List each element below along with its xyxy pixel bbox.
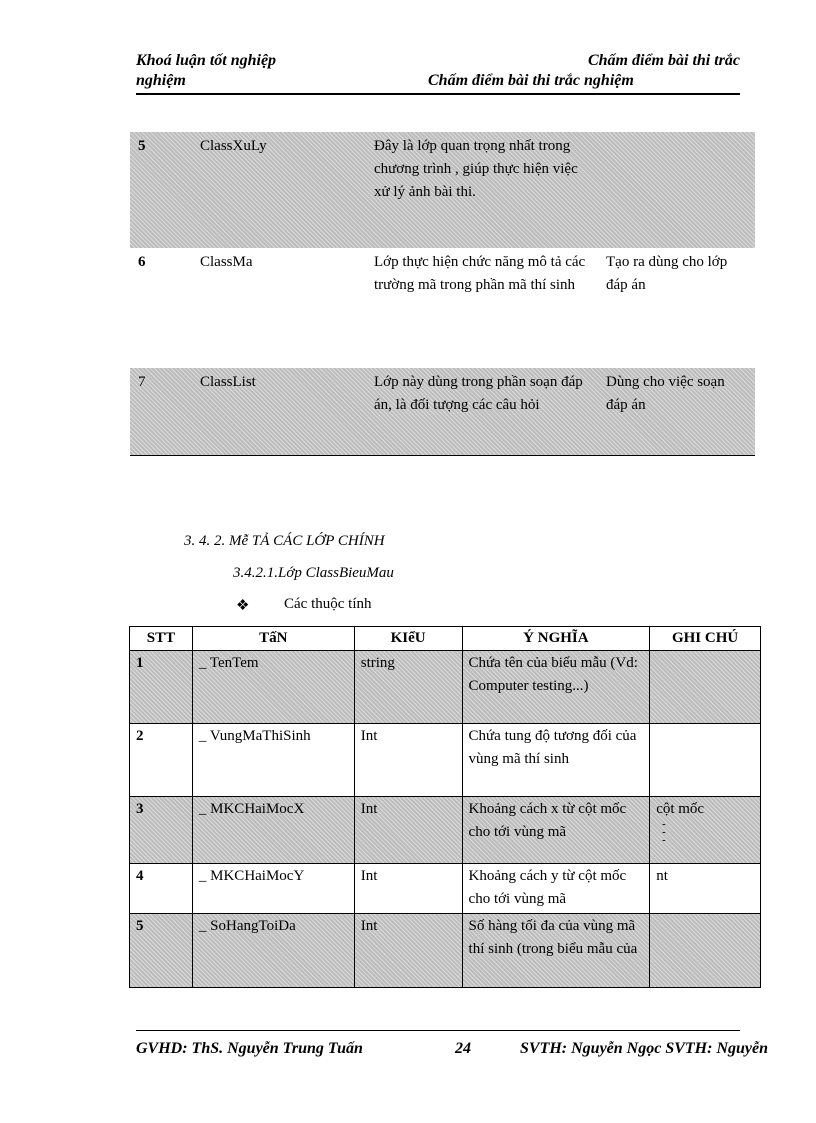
cell-stt: 2 — [130, 724, 193, 797]
cell-ten: _ TenTem — [192, 651, 354, 724]
cell-ten: _ SoHangToiDa — [192, 914, 354, 988]
cell-ghi-chu — [650, 724, 761, 797]
cell-kieu: Int — [354, 864, 462, 914]
class-note: Tạo ra dùng cho lớp đáp án — [606, 254, 728, 293]
table-row — [130, 651, 761, 724]
table-row — [130, 914, 761, 988]
cell-kieu: string — [354, 651, 462, 724]
table-row — [130, 797, 761, 864]
header-right-line2: Chấm điểm bài thi trắc nghiệm — [428, 72, 634, 89]
cell-y-nghia: Chứa tung độ tương đối của vùng mã thí sinh — [462, 724, 650, 797]
cell-y-nghia: Chứa tên của biểu mẫu (Vd: Computer testing...) — [462, 651, 650, 724]
page-number: 24 — [455, 1040, 471, 1057]
row-number: 7 — [138, 374, 146, 390]
footer-advisor: GVHD: ThS. Nguyễn Trung Tuấn — [136, 1040, 363, 1057]
cell-ghi-chu — [650, 914, 761, 988]
header-left-line2: nghiệm — [136, 72, 186, 89]
cell-stt: 3 — [130, 797, 193, 864]
class-name: ClassXuLy — [200, 138, 267, 154]
diamond-bullet-icon: ❖ — [236, 598, 250, 614]
header-rule — [136, 93, 740, 95]
class-description: Lớp này dùng trong phần soạn đáp án, là đối tượng các câu hỏi — [374, 374, 583, 413]
column-header-stt: STT — [130, 627, 193, 651]
table-row — [130, 132, 755, 248]
cell-ghi-chu — [650, 651, 761, 724]
table-row — [130, 248, 755, 368]
class-description: Lớp thực hiện chức năng mô tả các trường mã trong phần mã thí sinh — [374, 254, 586, 293]
table-header-row — [130, 627, 761, 651]
cell-y-nghia: Khoảng cách x từ cột mốc cho tới vùng mã — [462, 797, 650, 864]
class-table — [130, 132, 755, 456]
class-note — [598, 132, 755, 248]
subsection-heading: 3.4.2.1.Lớp ClassBieuMau — [233, 565, 394, 581]
cell-kieu: Int — [354, 724, 462, 797]
section-heading: 3. 4. 2. Mễ TẢ CÁC LỚP CHÍNH — [184, 533, 385, 549]
cell-ghi-chu: nt — [650, 864, 761, 914]
cell-ten: _ MKCHaiMocY — [192, 864, 354, 914]
row-number: 5 — [138, 138, 146, 154]
cell-kieu: Int — [354, 797, 462, 864]
column-header-y-nghia: Ý NGHĨA — [462, 627, 650, 651]
header-right-line1: Chấm điểm bài thi trắc — [587, 52, 740, 69]
cell-stt: 4 — [130, 864, 193, 914]
footer-student: SVTH: Nguyễn Ngọc SVTH: Nguyễn — [520, 1040, 768, 1057]
table-row — [130, 864, 761, 914]
class-description: Đây là lớp quan trọng nhất trong chương trình , giúp thực hiện việc xử lý ảnh bài thi. — [374, 138, 578, 200]
row-number: 6 — [138, 254, 146, 270]
dash-marks-icon: - - - — [662, 819, 666, 846]
class-name: ClassMa — [200, 254, 253, 270]
cell-ghi-chu — [650, 797, 761, 864]
cell-y-nghia: Số hàng tối đa của vùng mã thí sinh (trong biểu mẫu của — [462, 914, 650, 988]
table-row — [130, 724, 761, 797]
bullet-text: Các thuộc tính — [284, 596, 372, 612]
class-note: Dùng cho việc soạn đáp án — [606, 374, 725, 413]
column-header-ten: TấN — [192, 627, 354, 651]
cell-ten: _ VungMaThiSinh — [192, 724, 354, 797]
column-header-kieu: KIểU — [354, 627, 462, 651]
attributes-table — [129, 626, 761, 988]
cell-ghi-chu-text: cột mốc — [656, 801, 705, 817]
footer-rule — [136, 1030, 740, 1031]
column-header-ghi-chu: GHI CHÚ — [650, 627, 761, 651]
table-row — [130, 368, 755, 455]
cell-stt: 5 — [130, 914, 193, 988]
cell-kieu: Int — [354, 914, 462, 988]
cell-y-nghia: Khoảng cách y từ cột mốc cho tới vùng mã — [462, 864, 650, 914]
header-left-line1: Khoá luận tốt nghiệp — [136, 52, 277, 69]
cell-stt: 1 — [130, 651, 193, 724]
class-name: ClassList — [200, 374, 256, 390]
cell-ten: _ MKCHaiMocX — [192, 797, 354, 864]
